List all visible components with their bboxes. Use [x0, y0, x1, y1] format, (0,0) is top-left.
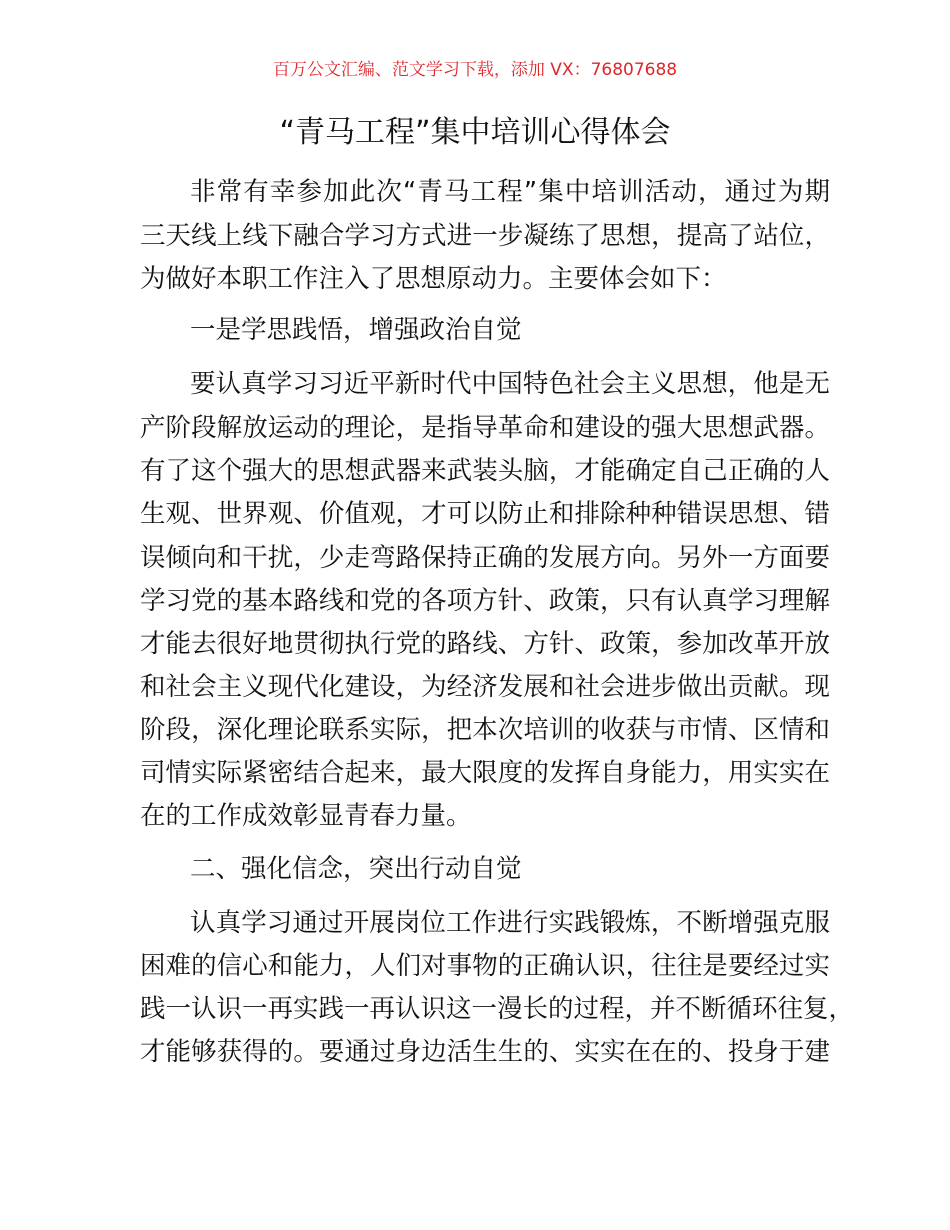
paragraph-line: 三天线上线下融合学习方式进一步凝练了思想，提高了站位，: [140, 221, 830, 251]
paragraph-line: 在的工作成效彰显青春力量。: [140, 801, 472, 831]
paragraph-line: 困难的信心和能力，人们对事物的正确认识，往往是要经过实: [140, 951, 830, 981]
watermark-banner: 百万公文汇编、范文学习下载，添加 VX：76807688: [272, 60, 678, 80]
paragraph-line: 和社会主义现代化建设，为经济发展和社会进步做出贡献。现: [140, 672, 830, 702]
paragraph-line: 生观、世界观、价值观，才可以防止和排除种种错误思想、错: [140, 499, 830, 529]
paragraph-line: 认真学习通过开展岗位工作进行实践锻炼，不断增强克服: [190, 908, 830, 938]
paragraph-line: 学习党的基本路线和党的各项方针、政策，只有认真学习理解: [140, 586, 830, 616]
paragraph-line: 才能去很好地贯彻执行党的路线、方针、政策，参加改革开放: [140, 629, 830, 659]
paragraph-line: 践一认识一再实践一再认识这一漫长的过程，并不断循环往复，: [140, 994, 855, 1024]
paragraph-line: 才能够获得的。要通过身边活生生的、实实在在的、投身于建: [140, 1037, 830, 1067]
paragraph-line: 误倾向和干扰，少走弯路保持正确的发展方向。另外一方面要: [140, 543, 830, 573]
section-heading: 二、强化信念，突出行动自觉: [190, 854, 522, 884]
paragraph-line: 为做好本职工作注入了思想原动力。主要体会如下：: [140, 264, 727, 294]
paragraph-line: 要认真学习习近平新时代中国特色社会主义思想，他是无: [190, 369, 830, 399]
paragraph-line: 产阶段解放运动的理论，是指导革命和建设的强大思想武器。: [140, 413, 830, 443]
document-title: “青马工程”集中培训心得体会: [279, 115, 671, 150]
paragraph-line: 非常有幸参加此次“青马工程”集中培训活动，通过为期: [190, 177, 830, 207]
paragraph-line: 有了这个强大的思想武器来武装头脑，才能确定自己正确的人: [140, 456, 830, 486]
section-heading: 一是学思践悟，增强政治自觉: [190, 315, 522, 345]
paragraph-line: 阶段，深化理论联系实际，把本次培训的收获与市情、区情和: [140, 715, 830, 745]
paragraph-line: 司情实际紧密结合起来，最大限度的发挥自身能力，用实实在: [140, 758, 830, 788]
